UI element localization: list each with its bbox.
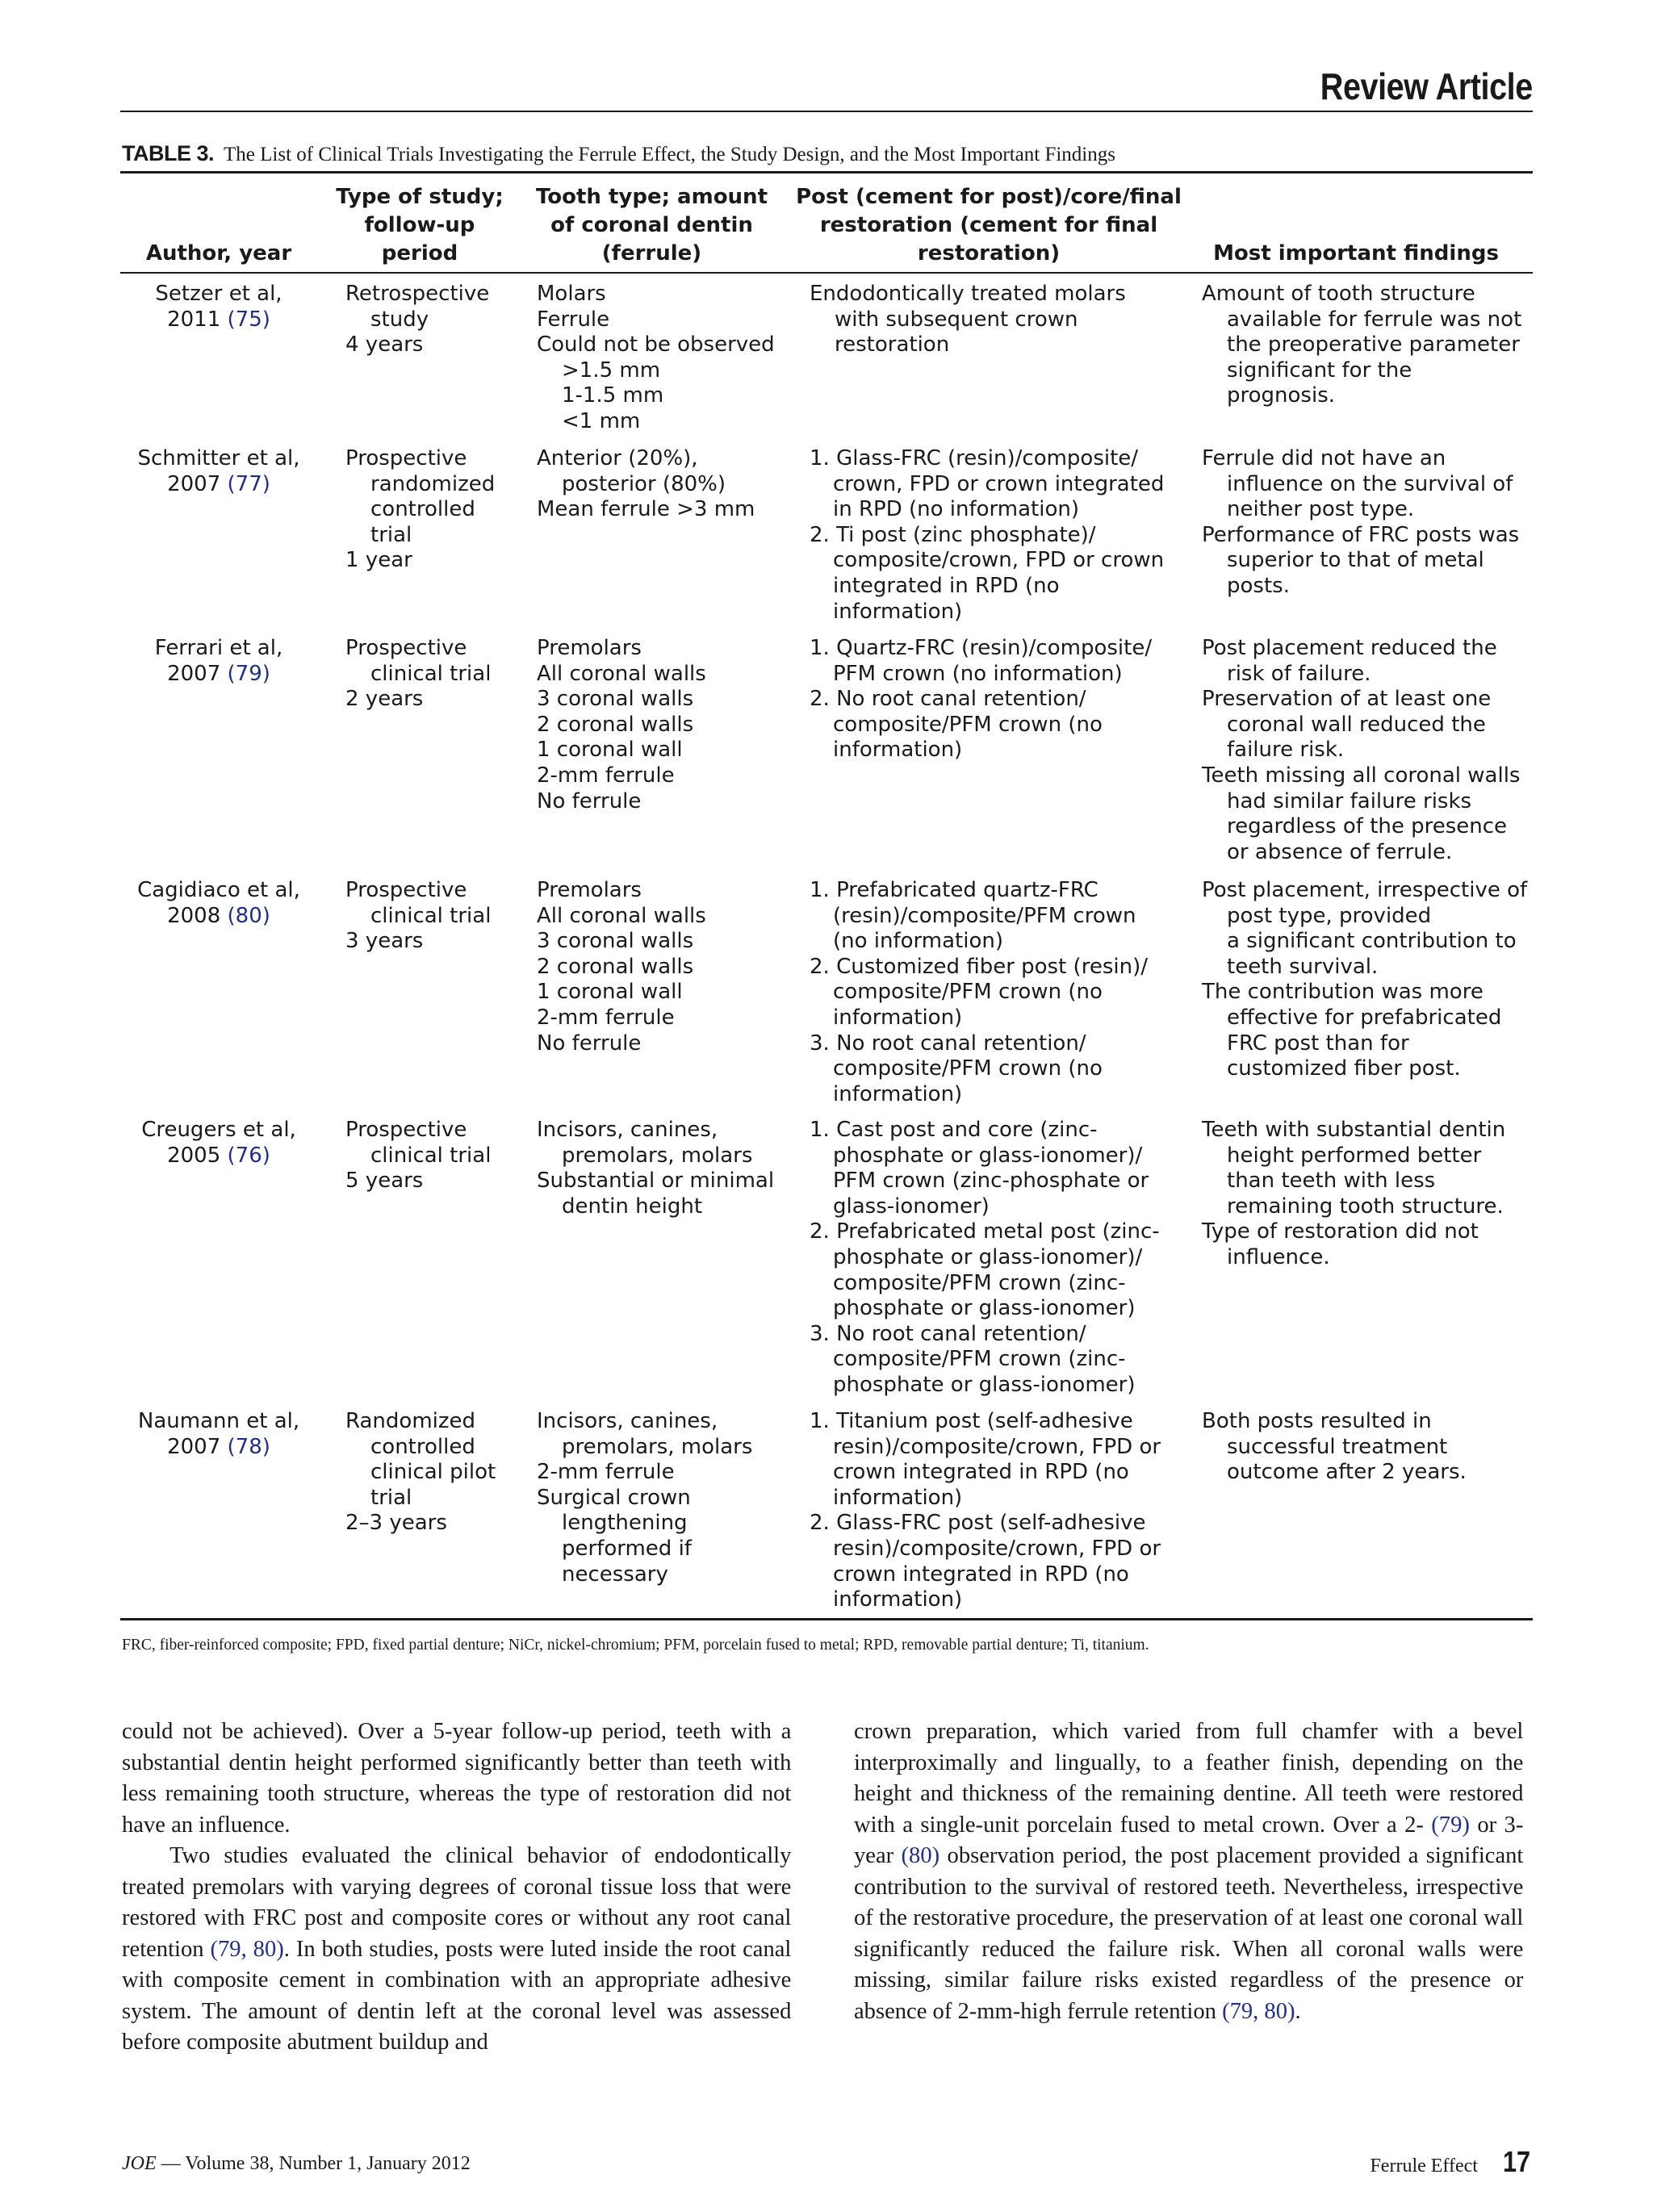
author-name: Naumann et al, [137,1409,300,1433]
table-caption-text: The List of Clinical Trials Investigating the Ferrule Effect, the Study Design, and the Most Important Findings [224,144,1115,165]
cell-line: neither post type. [1227,497,1415,522]
cell-line: coronal wall reduced the [1227,712,1486,737]
cell-line: phosphate or glass-ionomer)/ [833,1244,1143,1269]
cell-line: post type, provided [1227,903,1432,928]
cell-line: Could not be observed [537,332,775,358]
cell-line: necessary [562,1562,668,1587]
cell-line: 3. No root canal retention/ [810,1321,1086,1346]
cell-line: 1. Glass-FRC (resin)/composite/ [810,446,1139,470]
cell-line: customized fiber post. [1227,1056,1461,1081]
author-year: 2005 [167,1143,221,1168]
cell-line: 2 years [345,687,424,712]
cell-author [122,1409,316,1460]
cell-tooth [537,1409,803,1587]
cell-line: composite/PFM crown (no [833,712,1103,737]
reference-link[interactable]: (78) [227,1434,270,1459]
body-column-right [854,1716,1523,2026]
reference-link[interactable]: (75) [227,307,270,332]
cell-line: information) [833,1485,963,1510]
author-name: Creugers et al, [141,1118,296,1142]
cell-line: (resin)/composite/PFM crown [833,903,1136,928]
cell-line: 1. Prefabricated quartz-FRC [810,878,1099,902]
author-year-line [122,307,316,333]
cell-line: Teeth with substantial dentin [1202,1118,1506,1142]
cell-line: information) [833,1081,963,1106]
cell-line: trial [370,1485,412,1510]
table-top-rule [120,171,1533,174]
cell-line: 2–3 years [345,1511,447,1536]
cell-line: study [370,307,429,332]
cell-line: Teeth missing all coronal walls [1202,763,1521,788]
author-name: Cagidiaco et al, [137,878,300,902]
cell-line: composite/crown, FPD or crown [833,548,1165,573]
cell-line: crown, FPD or crown integrated [833,471,1165,496]
cell-line: information) [833,738,963,763]
author-year: 2008 [167,903,221,928]
column-header-study [323,179,517,268]
cell-line: Performance of FRC posts was [1202,522,1520,547]
column-header-line: (ferrule) [601,241,702,266]
cell-findings [1202,1409,1533,1486]
cell-line: risk of failure. [1227,661,1371,686]
cell-line: 1 coronal wall [537,980,683,1005]
cell-line: Substantial or minimal [537,1169,775,1194]
column-header-findings [1195,179,1517,268]
cell-line: 2. Ti post (zinc phosphate)/ [810,522,1096,547]
body-paragraph [122,1716,791,1840]
cell-line: 2. Prefabricated metal post (zinc- [810,1219,1160,1244]
cell-line: Ferrule [537,307,610,332]
cell-line: crown integrated in RPD (no [833,1562,1129,1587]
cell-line: had similar failure risks [1227,788,1472,813]
cell-author [122,636,316,687]
page-number: 17 [1502,2145,1530,2178]
cell-study [345,878,531,955]
cell-line: No ferrule [537,788,642,813]
footer-right [1370,2145,1533,2179]
cell-line: phosphate or glass-ionomer) [833,1296,1136,1321]
cell-tooth [537,878,803,1056]
cell-line: Post placement reduced the [1202,636,1497,660]
cell-post [810,636,1189,763]
journal-name: JOE [122,2153,157,2174]
body-text: observation period, the post placement provided a significant contribution to the survival of restored teeth. Nevertheless, irrespective of the restorative procedure, the preservation of at least one coronal wall significantly reduced the failure risk. When all coronal walls were missing, similar failure risks existed regardless of the presence or absence of 2-mm-high ferrule retention [854,1842,1524,2024]
cell-line: FRC post than for [1227,1031,1409,1056]
cell-line: controlled [370,1434,475,1459]
cell-line: The contribution was more [1202,980,1484,1005]
cell-line: available for ferrule was not [1227,307,1522,332]
author-year-line [122,1144,316,1169]
author-year-line [122,662,316,688]
cell-line: the preoperative parameter [1227,332,1520,358]
cell-line: Mean ferrule >3 mm [537,497,755,522]
running-title: Ferrule Effect [1370,2156,1478,2176]
body-paragraph [122,1840,791,2058]
cell-tooth [537,1118,803,1219]
cell-line: Endodontically treated molars [810,282,1126,306]
cell-line: 1 year [345,548,412,573]
column-header-line: Most important findings [1213,241,1499,266]
journal-issue: — Volume 38, Number 1, January 2012 [156,2153,471,2174]
cell-line: than teeth with less [1227,1169,1436,1194]
cell-study [345,636,531,713]
cell-post [810,878,1189,1107]
body-text: crown preparation, which varied from full chamfer with a bevel interproximally and lingually, to a feather finish, depending on the height and thickness of the remaining dentine. All teeth were restored with a single-unit porcelain fused to metal crown. Over a 2- [854,1718,1524,1838]
header-rule [120,111,1533,112]
cell-line: influence on the survival of [1227,471,1513,496]
cell-line: teeth survival. [1227,954,1379,979]
cell-line: posterior (80%) [562,471,726,496]
cell-line: dentin height [562,1194,703,1219]
author-year: 2011 [167,307,221,332]
reference-link[interactable]: (77) [227,471,270,496]
cell-findings [1202,878,1533,1082]
reference-link[interactable]: (79) [1431,1811,1470,1838]
cell-author [122,878,316,929]
body-text: . In both studies, posts were luted inside the root canal with composite cement in combination with an appropriate adhesive system. The amount of dentin left at the coronal level was assessed before composite abutment buildup and [122,1935,792,2055]
cell-line: composite/PFM crown (zinc- [833,1270,1126,1295]
cell-line: phosphate or glass-ionomer) [833,1372,1136,1397]
cell-line: clinical trial [370,661,492,686]
cell-line: PFM crown (zinc-phosphate or [833,1169,1149,1194]
author-year-line [122,1435,316,1461]
body-paragraph [854,1716,1523,2026]
column-header-line: Post (cement for post)/core/final [796,185,1182,209]
cell-line: failure risk. [1227,738,1345,763]
cell-line: Molars [537,282,606,306]
cell-study [345,282,531,358]
column-header-line: Type of study; [336,185,504,209]
table-footnote: FRC, fiber-reinforced composite; FPD, fixed partial denture; NiCr, nickel-chromium; PFM, porcelain fused to metal; RPD, removable partial denture; Ti, titanium. [122,1637,1149,1654]
cell-author [122,446,316,497]
cell-line: phosphate or glass-ionomer)/ [833,1143,1143,1168]
cell-line: 2-mm ferrule [537,763,675,788]
cell-line: a significant contribution to [1227,929,1517,954]
cell-line: (no information) [833,929,1003,954]
column-header-line: follow-up [364,213,475,237]
cell-post [810,282,1189,358]
cell-line: successful treatment [1227,1434,1448,1459]
cell-line: Prospective [345,446,467,470]
column-header-line: restoration (cement for final [819,213,1158,237]
cell-line: randomized [370,471,496,496]
cell-author [122,282,316,332]
cell-line: <1 mm [562,408,641,433]
cell-line: 2. Customized fiber post (resin)/ [810,954,1148,979]
column-header-post [791,179,1186,268]
cell-author [122,1118,316,1169]
reference-link[interactable]: (80) [901,1842,940,1868]
body-column-left [122,1716,791,2058]
cell-findings [1202,446,1533,600]
cell-line: Both posts resulted in [1202,1409,1432,1433]
cell-line: composite/PFM crown (zinc- [833,1347,1126,1372]
body-text: . [1295,1997,1301,2024]
cell-line: Prospective [345,636,467,660]
cell-line: 3 coronal walls [537,929,694,954]
cell-line: All coronal walls [537,903,706,928]
cell-line: 3 years [345,929,424,954]
author-name: Schmitter et al, [137,446,300,470]
column-header-line: restoration) [917,241,1061,266]
column-header-line: period [381,241,458,266]
cell-study [345,1409,531,1537]
cell-line: composite/PFM crown (no [833,1056,1103,1081]
cell-findings [1202,1118,1533,1271]
cell-line: information) [833,1587,963,1612]
reference-link[interactable]: (79, 80) [1222,1997,1295,2024]
cell-line: Premolars [537,878,642,902]
author-year: 2007 [167,661,221,686]
cell-line: 3 coronal walls [537,687,694,712]
cell-line: 1 coronal wall [537,738,683,763]
cell-line: Randomized [345,1409,476,1433]
cell-line: Type of restoration did not [1202,1219,1479,1244]
cell-post [810,1409,1189,1613]
body-text: or 3-year [854,1811,1524,1868]
author-year-line [122,472,316,498]
table-bottom-rule [120,1618,1533,1620]
section-label: Review Article [1320,65,1533,107]
cell-line: controlled [370,497,475,522]
column-header-tooth [525,179,779,268]
cell-line: 1. Titanium post (self-adhesive [810,1409,1133,1433]
cell-line: clinical pilot [370,1460,496,1485]
cell-line: Anterior (20%), [537,446,698,470]
cell-line: effective for prefabricated [1227,1005,1502,1030]
cell-tooth [537,282,803,435]
cell-line: Incisors, canines, [537,1409,718,1433]
cell-line: posts. [1227,573,1290,598]
cell-line: Post placement, irrespective of [1202,878,1528,902]
cell-line: Prospective [345,878,467,902]
cell-line: 1-1.5 mm [562,383,664,408]
cell-line: information) [833,1005,963,1030]
cell-study [345,446,531,574]
cell-line: Premolars [537,636,642,660]
cell-line: premolars, molars [562,1434,753,1459]
cell-line: All coronal walls [537,661,706,686]
reference-link[interactable]: (80) [227,903,270,928]
cell-findings [1202,282,1533,409]
cell-line: information) [833,599,963,624]
column-header-author [122,179,316,268]
cell-line: 3. No root canal retention/ [810,1031,1086,1056]
cell-line: Surgical crown [537,1485,691,1510]
cell-line: significant for the [1227,358,1412,383]
cell-line: in RPD (no information) [833,497,1079,522]
table-label: TABLE 3. [122,141,215,165]
cell-line: 1. Cast post and core (zinc- [810,1118,1098,1142]
column-header-line: of coronal dentin [550,213,753,237]
author-year: 2007 [167,471,221,496]
cell-line: 4 years [345,332,424,358]
cell-line: Ferrule did not have an [1202,446,1446,470]
cell-post [810,1118,1189,1399]
cell-study [345,1118,531,1194]
cell-line: premolars, molars [562,1143,753,1168]
author-year: 2007 [167,1434,221,1459]
cell-line: superior to that of metal [1227,548,1484,573]
cell-line: 1. Quartz-FRC (resin)/composite/ [810,636,1153,660]
cell-line: 2-mm ferrule [537,1460,675,1485]
cell-line: prognosis. [1227,383,1335,408]
cell-line: 2-mm ferrule [537,1005,675,1030]
reference-link[interactable]: (76) [227,1143,270,1168]
cell-line: 2. Glass-FRC post (self-adhesive [810,1511,1146,1536]
cell-line: resin)/composite/crown, FPD or [833,1536,1161,1561]
cell-line: with subsequent crown [835,307,1078,332]
cell-line: Prospective [345,1118,467,1142]
reference-link[interactable]: (79, 80) [210,1935,284,1962]
cell-line: Incisors, canines, [537,1118,718,1142]
cell-line: clinical trial [370,1143,492,1168]
cell-line: trial [370,522,412,547]
cell-findings [1202,636,1533,865]
cell-line: integrated in RPD (no [833,573,1060,598]
cell-tooth [537,446,803,523]
cell-tooth [537,636,803,814]
cell-line: regardless of the presence [1227,814,1508,839]
cell-line: performed if [562,1536,692,1561]
cell-line: Preservation of at least one [1202,687,1492,712]
cell-line: crown integrated in RPD (no [833,1460,1129,1485]
column-header-line: Author, year [145,241,292,266]
reference-link[interactable]: (79) [227,661,270,686]
cell-line: 2 coronal walls [537,954,694,979]
cell-line: clinical trial [370,903,492,928]
cell-line: PFM crown (no information) [833,661,1123,686]
cell-line: Amount of tooth structure [1202,282,1475,306]
cell-line: remaining tooth structure. [1227,1194,1504,1219]
cell-line: outcome after 2 years. [1227,1460,1467,1485]
cell-line: lengthening [562,1511,688,1536]
table-header-rule [120,272,1533,274]
cell-post [810,446,1189,625]
cell-line: 5 years [345,1169,424,1194]
author-year-line [122,904,316,930]
cell-line: height performed better [1227,1143,1482,1168]
cell-line: or absence of ferrule. [1227,839,1453,864]
cell-line: 2 coronal walls [537,712,694,737]
cell-line: influence. [1227,1244,1330,1269]
author-name: Setzer et al, [155,282,282,306]
body-text: could not be achieved). Over a 5-year follow-up period, teeth with a substantial dentin height performed significantly better than teeth with less remaining tooth structure, whereas the type of restoration did not have an influence. [122,1718,792,1838]
body-text: Two studies evaluated the clinical behavior of endodontically treated premolars with varying degrees of coronal tissue loss that were restored with FRC post and composite cores or without any root canal retention [122,1842,792,1962]
column-header-line: Tooth type; amount [535,185,768,209]
cell-line: restoration [835,332,950,358]
footer-citation [122,2153,471,2175]
author-name: Ferrari et al, [154,636,283,660]
cell-line: >1.5 mm [562,358,661,383]
cell-line: glass-ionomer) [833,1194,990,1219]
cell-line: No ferrule [537,1031,642,1056]
cell-line: Retrospective [345,282,490,306]
cell-line: composite/PFM crown (no [833,980,1103,1005]
cell-line: resin)/composite/crown, FPD or [833,1434,1161,1459]
table-caption [122,141,1534,166]
cell-line: 2. No root canal retention/ [810,687,1086,712]
